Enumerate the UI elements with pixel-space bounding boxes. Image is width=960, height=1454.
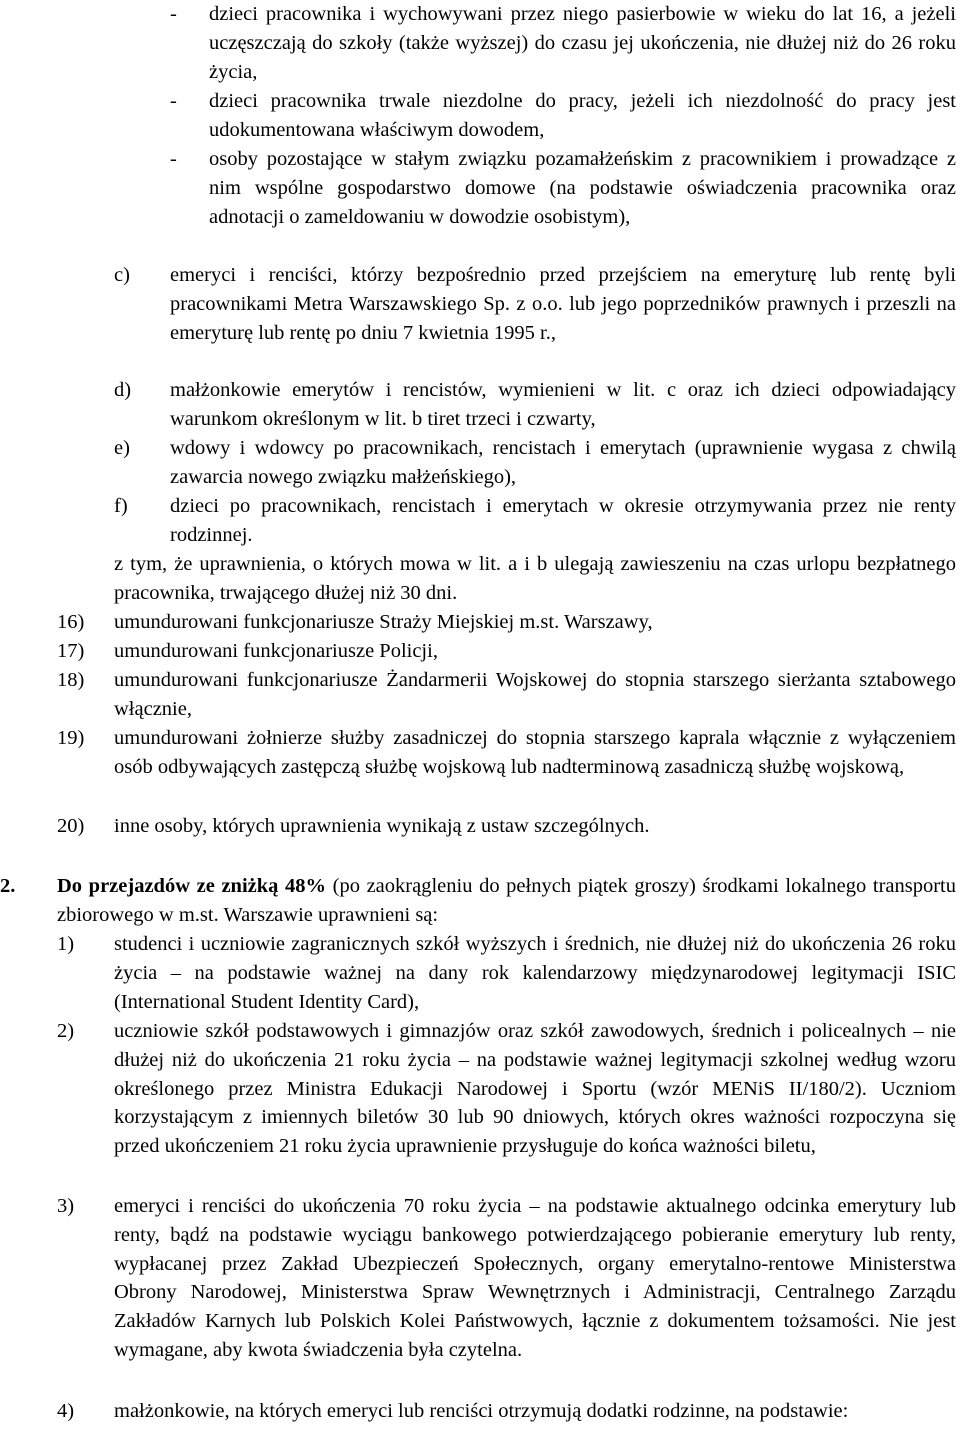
item-number: 1) bbox=[57, 933, 75, 955]
letter-marker: e) bbox=[114, 437, 130, 459]
letter-item-text: dzieci po pracownikach, rencistach i emerytach w okresie otrzymywania przez nie renty rodzinnej. bbox=[170, 495, 956, 546]
numbered-item-text: uczniowie szkół podstawowych i gimnazjów oraz szkół zawodowych, średnich i policealnych – nie dłużej niż do ukończenia 21 roku życia – na podstawie ważnej legitymacji szkolnej według wzoru określonego przez Ministra Edukacji Narodowej i Sportu (wzór MENiS II/180/2). Uczniom korzystającym z imiennych biletów 30 lub 90 dniowych, których okres ważności rozpoczyna się przed ukończeniem 21 roku życia uprawnienie przysługuje do końca ważności biletu, bbox=[114, 1020, 956, 1158]
dash-item-text: osoby pozostające w stałym związku pozamałżeńskim z pracownikiem i prowadzące z nim wspólne gospodarstwo domowe (na podstawie oświadczenia pracownika oraz adnotacji o zameldowaniu w dowodzie osobistym), bbox=[209, 148, 956, 228]
item-number: 18) bbox=[57, 669, 85, 691]
item-number: 2) bbox=[57, 1020, 75, 1042]
numbered-item-text: inne osoby, których uprawnienia wynikają z ustaw szczególnych. bbox=[114, 815, 650, 837]
letter-item-text: wdowy i wdowcy po pracownikach, rencistach i emerytach (uprawnienie wygasa z chwilą zawarcia nowego związku małżeńskiego), bbox=[170, 437, 956, 488]
dash-marker: - bbox=[170, 90, 177, 112]
item-number: 17) bbox=[57, 640, 85, 662]
item-number: 16) bbox=[57, 611, 85, 633]
numbered-item-text: umundurowani funkcjonariusze Straży Miejskiej m.st. Warszawy, bbox=[114, 611, 653, 633]
numbered-item-text: studenci i uczniowie zagranicznych szkół wyższych i średnich, nie dłużej niż do ukończenia 26 roku życia – na podstawie ważnej na dany rok kalendarzowy międzynarodowej legitymacji ISIC (International Student Identity Card), bbox=[114, 933, 956, 1013]
section-number: 2. bbox=[0, 875, 16, 897]
letter-item-text: małżonkowie emerytów i rencistów, wymienieni w lit. c oraz ich dzieci odpowiadający warunkom określonym w lit. b tiret trzeci i czwarty, bbox=[170, 379, 956, 430]
section-heading-bold: Do przejazdów ze zniżką 48% bbox=[57, 875, 327, 897]
dash-marker: - bbox=[170, 3, 177, 25]
letter-marker: c) bbox=[114, 264, 130, 286]
dash-marker: - bbox=[170, 148, 177, 170]
letter-marker: f) bbox=[114, 495, 128, 517]
item-number: 4) bbox=[57, 1400, 75, 1422]
dash-item-text: dzieci pracownika trwale niezdolne do pracy, jeżeli ich niezdolność do pracy jest udokumentowana właściwym dowodem, bbox=[209, 90, 956, 141]
item-number: 20) bbox=[57, 815, 85, 837]
suspension-note: z tym, że uprawnienia, o których mowa w lit. a i b ulegają zawieszeniu na czas urlopu bezpłatnego pracownika, trwającego dłużej niż 30 dni. bbox=[114, 553, 956, 604]
dash-item-text: dzieci pracownika i wychowywani przez niego pasierbowie w wieku do lat 16, a jeżeli uczęszczają do szkoły (także wyższej) do czasu jej ukończenia, nie dłużej niż do 26 roku życia, bbox=[209, 3, 956, 83]
section-heading bbox=[57, 872, 956, 930]
letter-marker: d) bbox=[114, 379, 132, 401]
numbered-item-text: emeryci i renciści do ukończenia 70 roku życia – na podstawie aktualnego odcinka emerytury lub renty, bądź na podstawie wyciągu bankowego potwierdzającego pobieranie emerytury lub renty, wypłacanej przez Zakład Ubezpieczeń Społecznych, organy emerytalno-rentowe Ministerstwa Obrony Narodowej, Ministerstwa Spraw Wewnętrznych i Administracji, Centralnego Zarządu Zakładów Karnych lub Polskich Kolei Państwowych, łącznie z dokumentem tożsamości. Nie jest wymagane, aby kwota świadczenia była czytelna. bbox=[114, 1195, 956, 1361]
numbered-item-text: umundurowani funkcjonariusze Policji, bbox=[114, 640, 438, 662]
numbered-item-text: małżonkowie, na których emeryci lub renciści otrzymują dodatki rodzinne, na podstawie: bbox=[114, 1400, 849, 1422]
numbered-item-text: umundurowani funkcjonariusze Żandarmerii Wojskowej do stopnia starszego sierżanta sztabowego włącznie, bbox=[114, 669, 956, 720]
section-heading-rest: (po zaokrągleniu do pełnych piątek groszy) środkami lokalnego transportu zbiorowego w m.st. Warszawie uprawnieni są: bbox=[57, 875, 956, 926]
item-number: 3) bbox=[57, 1195, 75, 1217]
item-number: 19) bbox=[57, 727, 85, 749]
numbered-item-text: umundurowani żołnierze służby zasadniczej do stopnia starszego kaprala włącznie z wyłączeniem osób odbywających zastępczą służbę wojskową lub nadterminową zasadniczą służbę wojskową, bbox=[114, 727, 956, 778]
letter-item-text: emeryci i renciści, którzy bezpośrednio przed przejściem na emeryturę lub rentę byli pracownikami Metra Warszawskiego Sp. z o.o. lub jego poprzedników prawnych i przeszli na emeryturę lub rentę po dniu 7 kwietnia 1995 r., bbox=[170, 264, 956, 344]
